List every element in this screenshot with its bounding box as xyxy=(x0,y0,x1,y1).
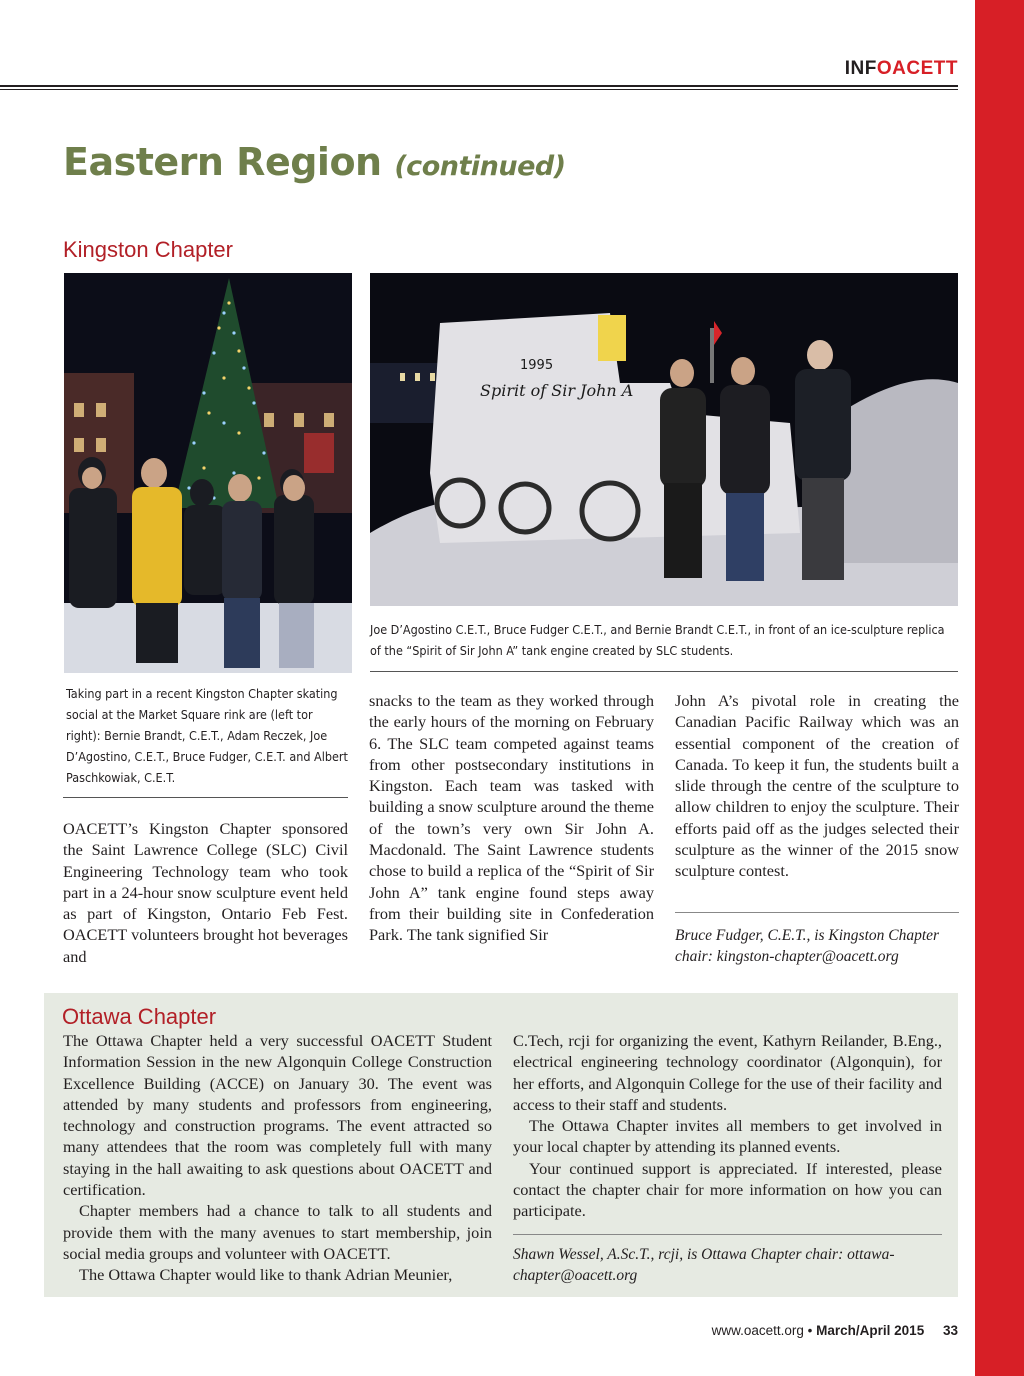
ottawa-right-p3: Your continued support is appreciated. If interested, please contact the chapter chair for more information on how you can participate. xyxy=(513,1158,942,1221)
photo1-caption: Taking part in a recent Kingston Chapter skating social at the Market Square rink are (left tor right): Bernie Brandt, C.E.T., Adam Reczek, Joe D’Agostino, C.E.T., Bruce Fudger, C.E.T. and Albert Paschkowiak, C.E.T. xyxy=(66,686,348,785)
ottawa-left-p2: Chapter members had a chance to talk to all students and provide them with the many avenues to start membership, join social media groups and volunteer with OACETT. xyxy=(63,1201,492,1263)
page-edge-bar xyxy=(975,0,1024,1376)
photo-skating-social xyxy=(64,273,352,673)
kingston-col1 xyxy=(63,818,348,967)
photo2-caption-rule xyxy=(370,671,958,672)
masthead-part1: INF xyxy=(844,58,877,79)
kingston-signature: Bruce Fudger, C.E.T., is Kingston Chapter chair: kingston-chapter@oacett.org xyxy=(675,927,940,966)
masthead-logo xyxy=(845,58,958,80)
kingston-col2-text: snacks to the team as they worked through the early hours of the morning on February 6. The SLC team competed against teams from other postsecondary institutions in Kingston. Each team was tasked with building a snow sculpture around the theme of the town’s very own Sir John A. Macdonald. The Saint Lawrence students chose to build a replica of the “Spirit of Sir John A” tank engine found steps away from their building site in Confederation Park. The tank signified Sir xyxy=(369,691,654,945)
section-title xyxy=(63,140,566,184)
header-rule-thin xyxy=(0,89,958,90)
footer-issue: March/April 2015 xyxy=(816,1323,925,1338)
ottawa-sig-rule xyxy=(513,1234,942,1235)
ottawa-signature: Shawn Wessel, A.Sc.T., rcji, is Ottawa Chapter chair: ottawa-chapter@oacett.org xyxy=(513,1246,895,1285)
ottawa-col-left xyxy=(63,1030,492,1286)
section-title-sub: (continued) xyxy=(394,151,566,182)
sculpture-name: Spirit of Sir John A xyxy=(480,381,634,400)
photo2-caption: Joe D’Agostino C.E.T., Bruce Fudger C.E.T., and Bernie Brandt C.E.T., in front of an ice-sculpture replica of the “Spirit of Sir John A” tank engine created by SLC students. xyxy=(370,622,945,658)
ottawa-left-p1: The Ottawa Chapter held a very successful OACETT Student Information Session in the new Algonquin College Construction Excellence Building (ACCE) on January 30. The event was attended by many students and professors from engineering, technology and construction programs. The event attracted so many attendees that the room was completely full with many staying in the hall awaiting to ask questions about OACETT and certification. xyxy=(63,1031,492,1200)
footer-page-number: 33 xyxy=(942,1323,958,1338)
kingston-col2 xyxy=(369,690,654,946)
sculpture-year: 1995 xyxy=(520,358,554,373)
ottawa-left-p3: The Ottawa Chapter would like to thank Adrian Meunier, xyxy=(79,1265,453,1285)
section-title-main: Eastern Region xyxy=(63,140,382,184)
photo-snow-sculpture xyxy=(370,273,958,606)
footer-url[interactable]: www.oacett.org xyxy=(711,1323,804,1338)
masthead-part2: OACETT xyxy=(876,58,958,79)
ottawa-col-right xyxy=(513,1030,942,1222)
footer-bullet: • xyxy=(807,1323,813,1338)
kingston-col3-text: John A’s pivotal role in creating the Canadian Pacific Railway which was an essential component of the creation of Canada. To keep it fun, the students built a slide through the centre of the sculpture to allow children to enjoy the sculpture. Their efforts paid off as the judges selected their sculpture as the winner of the 2015 snow sculpture contest. xyxy=(675,691,959,881)
ottawa-heading: Ottawa Chapter xyxy=(62,1004,217,1029)
photo1-caption-rule xyxy=(63,797,348,798)
ottawa-right-p2: The Ottawa Chapter invites all members to get involved in your local chapter by attending its planned events. xyxy=(513,1116,942,1157)
ottawa-right-p1: C.Tech, rcji for organizing the event, Kathyrn Reilander, B.Eng., electrical engineering technology coordinator (Algonquin), for her efforts, and Algonquin College for the use of their facility and access to their staff and students. xyxy=(513,1031,942,1114)
kingston-col1-text: OACETT’s Kingston Chapter sponsored the Saint Lawrence College (SLC) Civil Engineering Technology team who took part in a 24-hour snow sculpture event held as part of Kingston, Ontario Feb Fest. OACETT volunteers brought hot beverages and xyxy=(63,819,348,966)
header-rule xyxy=(0,85,958,87)
kingston-heading: Kingston Chapter xyxy=(63,237,233,262)
kingston-col3 xyxy=(675,690,959,882)
page-footer xyxy=(712,1323,958,1338)
kingston-sig-rule xyxy=(675,912,959,913)
